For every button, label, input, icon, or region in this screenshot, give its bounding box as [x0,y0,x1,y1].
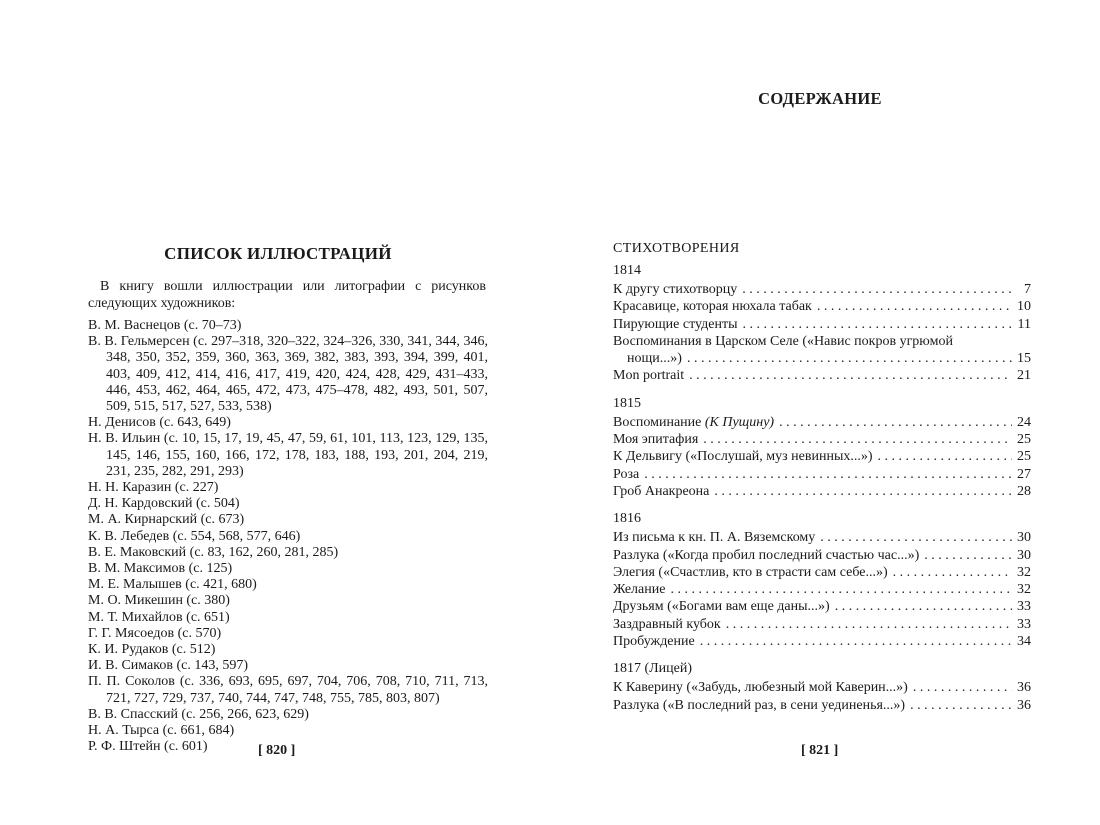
artists-list [88,318,488,755]
entry-title [613,466,639,483]
artist-item: М. О. Микешин (с. 380) [88,593,230,609]
artist-item: К. В. Лебедев (с. 554, 568, 577, 646) [88,528,301,544]
dot-leader [913,679,1012,696]
entry-title [613,616,721,633]
entry-title [613,298,812,315]
artist-item: В. В. Гельмерсен (с. 297–318, 320–322, 324–326, 330, 341, 344, 346, 348, 350, 352, 359, 360, 363, 369, 382, 383, 393, 394, 399, 401, 403, 409, 412, 414, 416, 417, 419, 420, 424, 428, 429, 431–433, 446, 453, 462, 464, 465, 472, 473, 475–478, 482, 493, 501, 507, 509, 515, 517, 527, 533, 538) [88,334,488,415]
page-number: [ 821 ] [801,743,839,758]
dot-leader [644,466,1012,483]
toc-entry[interactable] [613,581,1031,598]
entry-title-text: Заздравный кубок [613,616,721,632]
entry-title-text: Друзьям («Богами вам еще даны...») [613,599,830,615]
entry-title-text: Пирующие студенты [613,316,738,332]
artist-item: Н. А. Тырса (с. 661, 684) [88,723,235,739]
entry-title-text: Воспоминания в Царском Селе («Навис покров угрюмой [613,333,953,349]
artist-item: И. В. Симаков (с. 143, 597) [88,658,248,674]
artist-item: В. М. Васнецов (с. 70–73) [88,318,242,333]
entry-title [613,679,908,696]
group-spacer [613,385,1031,395]
entry-title-text: Разлука («В последний раз, в сени уединенья...») [613,697,906,713]
entry-title [613,547,919,564]
year-heading: 1816 [613,511,641,527]
toc-entry[interactable] [613,448,1031,465]
entry-page-number: 33 [1017,616,1031,632]
entry-title [613,598,830,615]
entry-page-number: 15 [1017,351,1031,367]
entry-title-text: Красавице, которая нюхала табак [613,299,812,315]
table-of-contents [613,240,1031,714]
toc-year-group [613,660,1031,714]
group-spacer [613,650,1031,660]
entry-page-number: 30 [1017,530,1031,546]
entry-title [613,483,709,500]
dot-leader [779,414,1012,431]
dot-leader [670,581,1012,598]
entry-title [613,448,873,465]
entry-title [613,414,774,431]
entry-title-text: Пробуждение [613,634,695,650]
artist-item: М. А. Кирнарский (с. 673) [88,512,245,528]
entry-continuation [613,350,1031,367]
entry-page-number: 10 [1017,299,1031,315]
toc-entry[interactable] [613,547,1031,564]
entry-title-text: К другу стихотворцу [613,282,738,297]
toc-year-group [613,510,1031,650]
toc-entry[interactable] [613,679,1031,696]
toc-entry[interactable] [613,598,1031,615]
toc-entry[interactable] [613,333,1031,368]
artist-item: В. Е. Маковский (с. 83, 162, 260, 281, 285) [88,544,339,560]
entry-title [613,367,684,384]
page-number: [ 820 ] [258,743,296,758]
entry-title [613,633,695,650]
toc-entry[interactable] [613,697,1031,714]
entry-page-number: 11 [1017,316,1031,332]
toc-groups [613,262,1031,714]
dot-leader [835,598,1012,615]
artist-item: Н. В. Ильин (с. 10, 15, 17, 19, 45, 47, 59, 61, 101, 113, 123, 129, 135, 145, 146, 155, 160, 166, 172, 178, 183, 188, 193, 201, 204, 219, 231, 235, 282, 291, 293) [88,431,488,479]
artist-item: Н. Н. Каразин (с. 227) [88,480,219,496]
dot-leader [689,367,1012,384]
toc-entry[interactable] [613,633,1031,650]
entry-page-number: 25 [1017,432,1031,448]
entry-page-number: 24 [1017,414,1031,430]
entry-page-number: 30 [1017,547,1031,563]
entry-title-text: Mon portrait [613,368,685,384]
dot-leader [820,529,1012,546]
entry-title-text: Воспоминание [613,414,702,430]
toc-year-group [613,262,1031,385]
dot-leader [726,616,1012,633]
dot-leader [910,697,1012,714]
year-heading: 1817 (Лицей) [613,661,693,677]
entry-page-number: 28 [1017,483,1031,499]
entry-title-text: Роза [613,466,640,482]
entry-title-text: Разлука («Когда пробил последний счастью час...») [613,547,920,563]
artist-item: М. Т. Михайлов (с. 651) [88,609,230,625]
entry-page-number: 36 [1017,697,1031,713]
entry-title [613,697,905,714]
intro-paragraph: В книгу вошли иллюстрации или литографии с рисунков следующих художников: [88,279,486,311]
entry-page-number: 7 [1024,282,1031,297]
entry-title-text: К Дельвигу («Послушай, муз невинных...») [613,449,873,465]
entry-page-number: 36 [1017,680,1031,696]
toc-year-group [613,395,1031,500]
dot-leader [742,281,1012,298]
toc-entry[interactable] [613,529,1031,546]
entry-title [613,564,888,581]
dot-leader [893,564,1012,581]
toc-entry[interactable] [613,414,1031,431]
entry-title [613,281,737,298]
toc-entry[interactable] [613,281,1031,298]
entry-page-number: 34 [1017,634,1031,650]
right-page [550,0,1100,825]
dot-leader [714,483,1012,500]
entry-title-text: Из письма к кн. П. А. Вяземскому [613,530,816,546]
artist-item: К. И. Рудаков (с. 512) [88,642,216,658]
entry-title-text: Элегия («Счастлив, кто в страсти сам себе...») [613,564,888,580]
entry-page-number: 33 [1017,599,1031,615]
artist-item: М. Е. Малышев (с. 421, 680) [88,577,257,593]
entry-title-italic: (К Пущину) [704,414,775,430]
entry-title-text: Моя эпитафия [613,432,699,448]
dot-leader [700,633,1012,650]
entry-page-number: 21 [1017,368,1031,384]
year-heading: 1815 [613,395,641,411]
entry-title [613,431,698,448]
toc-entry[interactable] [613,367,1031,384]
entry-page-number: 32 [1017,564,1031,580]
toc-entry[interactable] [613,316,1031,333]
entry-first-line [613,333,1031,350]
entry-title [613,334,953,349]
year-heading: 1814 [613,263,641,278]
page-title: СОДЕРЖАНИЕ [758,89,882,108]
entry-title-continuation: нощи...») [627,351,682,367]
toc-entry[interactable] [613,298,1031,315]
toc-entry[interactable] [613,466,1031,483]
entry-title-text: К Каверину («Забудь, любезный мой Каверин...») [613,680,908,696]
entry-title [613,529,815,546]
artist-item: В. В. Спасский (с. 256, 266, 623, 629) [88,706,309,722]
entry-page-number: 32 [1017,582,1031,598]
toc-entry[interactable] [613,564,1031,581]
artist-item: Д. Н. Кардовский (с. 504) [88,496,240,512]
toc-entry[interactable] [613,483,1031,500]
entry-title [613,581,665,598]
artist-item: Н. Денисов (с. 643, 649) [88,415,231,431]
entry-page-number: 27 [1017,466,1031,482]
entry-title-text: Желание [613,582,666,598]
dot-leader [742,316,1012,333]
entry-title [613,316,737,333]
artist-item: В. М. Максимов (с. 125) [88,561,233,577]
artist-item: Р. Ф. Штейн (с. 601) [88,739,208,755]
dot-leader [878,448,1012,465]
section-title: СТИХОТВОРЕНИЯ [613,241,740,256]
group-spacer [613,500,1031,510]
dot-leader [924,547,1012,564]
page-title: СПИСОК ИЛЛЮСТРАЦИЙ [164,244,392,263]
artist-item: Г. Г. Мясоедов (с. 570) [88,625,222,641]
artist-item: П. П. Соколов (с. 336, 693, 695, 697, 704, 706, 708, 710, 711, 713, 721, 727, 729, 737, 740, 744, 747, 748, 755, 785, 803, 807) [88,674,488,706]
entry-title-text: Гроб Анакреона [613,483,710,499]
entry-page-number: 25 [1017,449,1031,465]
dot-leader [817,298,1012,315]
toc-entry[interactable] [613,431,1031,448]
toc-entry[interactable] [613,616,1031,633]
dot-leader [687,350,1012,367]
dot-leader [703,431,1012,448]
